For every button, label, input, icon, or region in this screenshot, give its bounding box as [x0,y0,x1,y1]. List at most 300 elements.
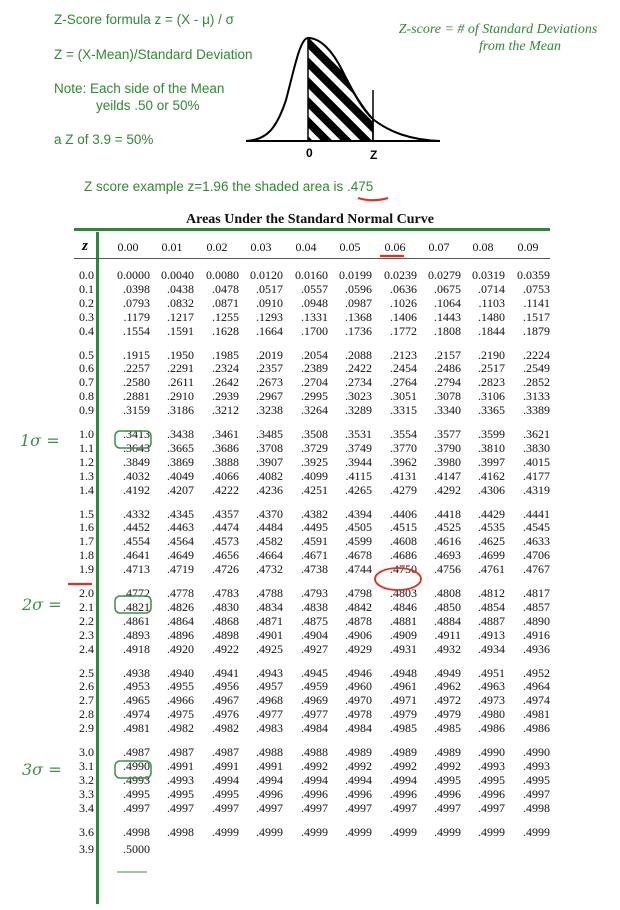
table-cell: .4838 [301,599,328,614]
table-cell: .4952 [523,665,550,680]
table-cell: .2580 [123,375,150,390]
curve-label-zero: 0 [306,146,313,160]
column-header: 0.01 [161,240,183,254]
table-cell: .4345 [167,506,194,521]
table-cell: .3849 [123,454,150,469]
z-row-label: 2.0 [79,586,94,600]
table-cell: .2324 [212,361,239,376]
z-row-label: 3.1 [79,758,94,773]
sigma-1-annotation: 1σ = [20,431,60,450]
table-cell: .4713 [123,562,150,577]
table-cell: .4997 [478,800,505,815]
table-cell: .4966 [167,693,194,708]
table-cell: .3461 [212,427,239,441]
table-cell: .3413 [123,427,150,441]
table-cell: .4997 [123,800,150,815]
table-cell: .4974 [523,693,550,708]
table-cell: .2088 [345,347,372,362]
table-cell: .3264 [301,403,328,418]
table-cell: .4798 [345,586,372,600]
table-cell: .1255 [212,309,239,324]
table-cell: .4981 [523,707,550,722]
z-row-label: 1.1 [79,440,94,455]
table-cell: .0948 [301,295,328,310]
table-cell: .3621 [523,427,550,441]
table-cell: .4997 [301,800,328,815]
table-cell: .4812 [478,586,505,600]
table-cell: .4545 [523,520,550,535]
table-cell: .4979 [434,707,461,722]
table-cell: .4808 [434,586,461,600]
table-cell: .4946 [345,665,372,680]
table-cell: .4970 [345,693,372,708]
table-cell: .4993 [123,772,150,787]
table-cell: .4992 [345,758,372,773]
table-cell: .4441 [523,506,550,521]
table-cell: .4957 [256,679,283,694]
z-row-label: 1.7 [79,534,94,549]
table-cell: .1950 [167,347,194,362]
z-row-label: 2.5 [79,665,94,680]
table-cell: .4976 [212,707,239,722]
z-row-label: 3.2 [79,772,94,787]
table-cell: .4998 [167,824,194,839]
column-header: 0.09 [517,240,539,254]
table-cell: .1517 [523,309,550,324]
table-cell: .3869 [167,454,194,469]
table-cell: .4997 [523,786,550,801]
table-cell: .4992 [390,758,417,773]
table-cell: .4992 [434,758,461,773]
table-cell: .4999 [390,824,417,839]
table-cell: .4999 [212,824,239,839]
table-cell: .4099 [301,468,328,483]
table-cell: .4965 [123,693,150,708]
column-header: 0.04 [295,240,317,254]
table-cell: .4515 [390,520,417,535]
table-cell: .4881 [390,613,417,628]
table-cell: .4554 [123,534,150,549]
table-cell: .4998 [523,800,550,815]
z-row-label: 1.8 [79,548,94,563]
z-row-label: 3.9 [79,842,94,857]
table-cell: .2190 [478,347,505,362]
table-cell: .0636 [390,281,417,296]
table-cell: .1480 [478,309,505,324]
table-cell: .0557 [301,281,328,296]
table-cell: .4961 [390,679,417,694]
table-cell: .4564 [167,534,194,549]
table-cell: .1700 [301,323,328,338]
table-cell: .4999 [256,824,283,839]
table-cell: .0517 [256,281,283,296]
table-cell: .4922 [212,641,239,656]
z-score-example [84,179,373,194]
table-cell: .4938 [123,665,150,680]
table-cell: .4649 [167,548,194,563]
table-cell: .4898 [212,627,239,642]
table-cell: .4750 [390,562,417,577]
table-cell: .4918 [123,641,150,656]
table-cell: .4772 [123,586,150,600]
z-row-label: 0.5 [79,347,94,362]
table-cell: .3078 [434,389,461,404]
table-cell: .0871 [212,295,239,310]
table-cell: .4995 [212,786,239,801]
table-cell: .4834 [256,599,283,614]
table-cell: 0.0000 [117,268,150,282]
table-cell: .3962 [390,454,417,469]
table-cell: .4999 [345,824,372,839]
table-cell: .4292 [434,482,461,497]
table-cell: .1628 [212,323,239,338]
note-line-1: Note: Each side of the Mean [54,81,225,96]
table-cell: .4382 [301,506,328,521]
table-cell: .4744 [345,562,372,577]
table-cell: .1591 [167,323,194,338]
table-cell: .3749 [345,440,372,455]
z-row-label: 2.7 [79,693,94,708]
table-cell: .4896 [167,627,194,642]
table-cell: .2881 [123,389,150,404]
table-cell: .3770 [390,440,417,455]
table-cell: .4906 [345,627,372,642]
z-row-label: 0.1 [79,281,94,296]
z-row-label: 2.2 [79,613,94,628]
table-cell: .2517 [478,361,505,376]
table-cell: .4236 [256,482,283,497]
table-cell: .4767 [523,562,550,577]
shaded-area [308,38,373,141]
table-cell: .3133 [523,389,550,404]
table-cell: .4995 [523,772,550,787]
table-cell: .4599 [345,534,372,549]
table-cell: .4990 [478,745,505,759]
table-cell: .3944 [345,454,372,469]
table-cell: .1217 [167,309,194,324]
column-header: 0.00 [117,240,139,254]
table-cell: .3159 [123,403,150,418]
table-cell: .0675 [434,281,461,296]
table-cell: .4319 [523,482,550,497]
table-cell: .4989 [345,745,372,759]
z-row-label: 0.3 [79,309,94,324]
z-row-label: 1.5 [79,506,94,521]
z-column-header: z [82,238,88,254]
table-cell: .4972 [434,693,461,708]
table-cell: .4985 [390,721,417,736]
table-cell: .4983 [256,721,283,736]
table-cell: .2257 [123,361,150,376]
table-cell: .3106 [478,389,505,404]
table-cell: .3389 [523,403,550,418]
z-row-label: 0.2 [79,295,94,310]
definition-note: Z = (X-Mean)/Standard Deviation [54,47,253,62]
table-cell: .4993 [167,772,194,787]
table-cell: .1064 [434,295,461,310]
table-cell: .2734 [345,375,372,390]
table-cell: 0.0359 [517,268,550,282]
z-row-label: 3.4 [79,800,94,815]
table-cell: .3577 [434,427,461,441]
table-cell: 0.0199 [339,268,372,282]
underline-475 [358,198,388,200]
table-cell: 0.0279 [428,268,461,282]
z-row-label: 0.6 [79,361,94,376]
table-cell: .3508 [301,427,328,441]
z-row-label: 3.0 [79,745,94,759]
table-cell: .2673 [256,375,283,390]
z-row-label: 0.8 [79,389,94,404]
table-cell: .3888 [212,454,239,469]
table-cell: .4875 [301,613,328,628]
table-cell: .4996 [256,786,283,801]
table-cell: .1879 [523,323,550,338]
table-cell: .0910 [256,295,283,310]
table-cell: .3212 [212,403,239,418]
table-cell: .3438 [167,427,194,441]
table-cell: .4971 [390,693,417,708]
example-text: Z score example z=1.96 the shaded area is [84,179,348,194]
table-cell: .4793 [301,586,328,600]
table-cell: .4955 [167,679,194,694]
column-header: 0.07 [428,240,450,254]
table-cell: .4429 [478,506,505,521]
table-cell: .4279 [390,482,417,497]
table-cell: .4984 [301,721,328,736]
table-cell: .4995 [478,772,505,787]
table-cell: .0398 [123,281,150,296]
table-cell: .4887 [478,613,505,628]
table-cell: .4854 [478,599,505,614]
table-cell: .4664 [256,548,283,563]
table-cell: .4997 [434,800,461,815]
table-cell: .1844 [478,323,505,338]
table-cell: .3665 [167,440,194,455]
table-cell: .3708 [256,440,283,455]
z-row-label: 1.3 [79,468,94,483]
table-cell: .3051 [390,389,417,404]
table-cell: .4994 [256,772,283,787]
table-cell: .3980 [434,454,461,469]
table-cell: .2794 [434,375,461,390]
table-cell: .3531 [345,427,372,441]
table-cell: .4986 [523,721,550,736]
table-cell: .4932 [434,641,461,656]
table-cell: .4916 [523,627,550,642]
table-cell: .3729 [301,440,328,455]
table-cell: .0714 [478,281,505,296]
table-cell: .4995 [434,772,461,787]
table-cell: .1664 [256,323,283,338]
table-cell: .4495 [301,520,328,535]
table-cell: .4719 [167,562,194,577]
column-header: 0.02 [206,240,228,254]
table-cell: .4986 [478,721,505,736]
table-cell: .3554 [390,427,417,441]
table-cell: .3340 [434,403,461,418]
table-cell: .4452 [123,520,150,535]
table-cell: .1772 [390,323,417,338]
table-cell: .3315 [390,403,417,418]
table-cell: .1915 [123,347,150,362]
table-cell: .4982 [212,721,239,736]
table-cell: .1985 [212,347,239,362]
curve-label-z: Z [370,148,378,160]
table-cell: .4162 [478,468,505,483]
table-cell: 0.0080 [206,268,239,282]
table-cell: .4993 [523,758,550,773]
table-cell: .4996 [434,786,461,801]
table-cell: .4909 [390,627,417,642]
table-cell: .4929 [345,641,372,656]
table-cell: .4474 [212,520,239,535]
table-cell: .4463 [167,520,194,535]
table-cell: .4991 [167,758,194,773]
table-cell: .0478 [212,281,239,296]
z-row-label: 0.7 [79,375,94,390]
table-cell: .4207 [167,482,194,497]
z-row-label: 2.4 [79,641,94,656]
table-cell: 0.0120 [250,268,283,282]
table-cell: .4997 [390,800,417,815]
table-cell: .4591 [301,534,328,549]
table-cell: .2764 [390,375,417,390]
table-cell: .4693 [434,548,461,563]
table-cell: .4987 [167,745,194,759]
z-row-label: 1.4 [79,482,94,497]
table-cell: 0.0239 [384,268,417,282]
table-cell: .4992 [301,758,328,773]
table-cell: .4911 [434,627,461,642]
table-cell: .4996 [301,786,328,801]
table-cell: .4975 [167,707,194,722]
z-row-label: 0.0 [79,268,94,282]
z-row-label: 1.9 [79,562,94,577]
table-cell: .4927 [301,641,328,656]
table-cell: .3907 [256,454,283,469]
table-cell: .4484 [256,520,283,535]
table-cell: .0438 [167,281,194,296]
z-row-label: 0.9 [79,403,94,418]
table-cell: .4686 [390,548,417,563]
table-cell: .4997 [256,800,283,815]
table-cell: .4871 [256,613,283,628]
table-cell: .4967 [212,693,239,708]
table-cell: .3686 [212,440,239,455]
z39-note: a Z of 3.9 = 50% [54,132,154,147]
table-cell: .4956 [212,679,239,694]
table-cell: .2910 [167,389,194,404]
quote-line-2: from the Mean [479,39,561,54]
table-cell: .2157 [434,347,461,362]
column-header: 0.05 [339,240,361,254]
table-cell: .1026 [390,295,417,310]
table-cell: .4633 [523,534,550,549]
table-cell: .2549 [523,361,550,376]
table-cell: .4996 [345,786,372,801]
table-cell: .4850 [434,599,461,614]
table-cell: .4890 [523,613,550,628]
table-cell: .4857 [523,599,550,614]
table-cell: 0.0040 [161,268,194,282]
table-cell: .3830 [523,440,550,455]
table-cell: .3925 [301,454,328,469]
z-row-label: 0.4 [79,323,94,338]
table-cell: .4940 [167,665,194,680]
sigma-2-annotation: 2σ = [22,595,62,614]
table-cell: .4977 [301,707,328,722]
table-cell: .4934 [478,641,505,656]
table-cell: .4997 [167,800,194,815]
table-cell: .4960 [345,679,372,694]
table-cell: .3997 [478,454,505,469]
table-cell: .0596 [345,281,372,296]
table-cell: .1141 [523,295,550,310]
table-cell: .4994 [301,772,328,787]
normal-curve-diagram [240,20,450,160]
table-cell: .1368 [345,309,372,324]
table-cell: .3643 [123,440,150,455]
column-header: 0.06 [384,240,406,254]
table-cell: .4803 [390,586,417,600]
table-cell: .4945 [301,665,328,680]
table-cell: .4878 [345,613,372,628]
example-highlight: .475 [347,179,374,194]
table-cell: .4131 [390,468,417,483]
table-cell: .1103 [478,295,505,310]
table-cell: .4999 [478,824,505,839]
table-cell: .2454 [390,361,417,376]
table-cell: .4962 [434,679,461,694]
table-cell: .4625 [478,534,505,549]
table-cell: .2704 [301,375,328,390]
table-cell: .4984 [345,721,372,736]
table-cell: .4988 [301,745,328,759]
table-cell: .1808 [434,323,461,338]
table-cell: .4608 [390,534,417,549]
table-cell: .4732 [256,562,283,577]
table-cell: .4949 [434,665,461,680]
table-cell: .4582 [256,534,283,549]
quote-line-1: Z-score = # of Standard Deviations [398,22,598,37]
table-cell: .1406 [390,309,417,324]
table-left-rule [96,232,99,904]
z-row-label: 2.9 [79,721,94,736]
table-cell: .4999 [301,824,328,839]
table-cell: .1293 [256,309,283,324]
table-cell: .4861 [123,613,150,628]
table-cell: .4925 [256,641,283,656]
table-cell: .0793 [123,295,150,310]
table-cell: .4980 [478,707,505,722]
table-cell: .4951 [478,665,505,680]
column-header: 0.08 [472,240,494,254]
table-cell: .4959 [301,679,328,694]
table-cell: .4066 [212,468,239,483]
table-cell: .4656 [212,548,239,563]
table-cell: .2939 [212,389,239,404]
table-cell: .4868 [212,613,239,628]
table-cell: .4147 [434,468,461,483]
table-cell: .2422 [345,361,372,376]
table-cell: .3365 [478,403,505,418]
table-cell: .4997 [345,800,372,815]
table-cell: .5000 [123,842,150,857]
table-header-rule [74,258,550,259]
table-cell: .1554 [123,323,150,338]
table-cell: .2823 [478,375,505,390]
